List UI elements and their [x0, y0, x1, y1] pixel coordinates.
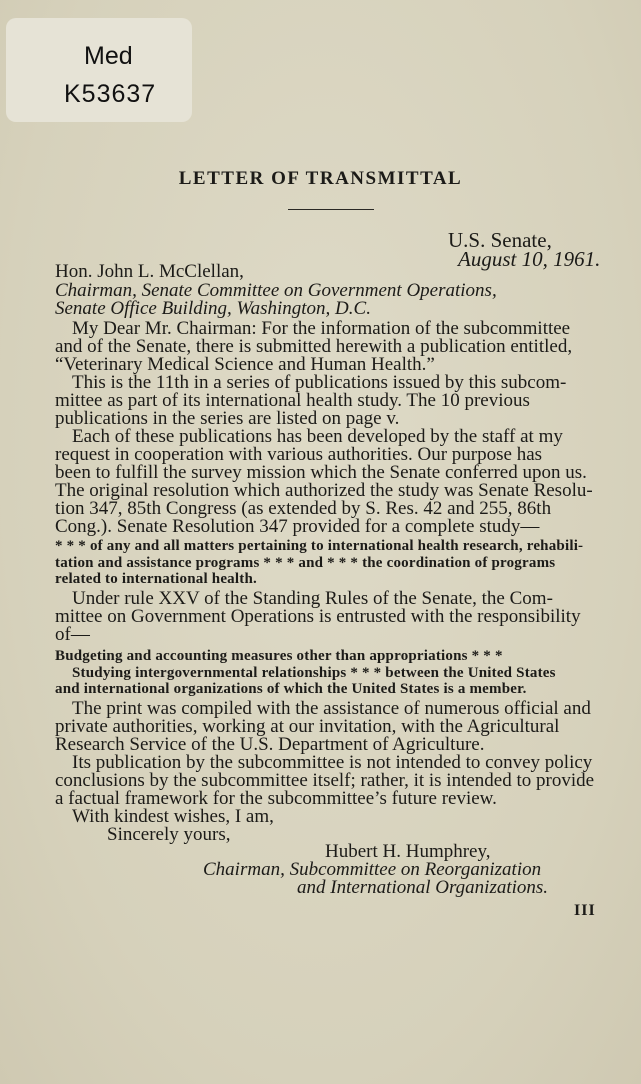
- body-line: This is the 11th in a series of publications issued by this subcom-: [72, 372, 567, 393]
- quoted-rule-line: Budgeting and accounting measures other than appropriations * * *: [55, 648, 503, 664]
- body-line: and of the Senate, there is submitted herewith a publication entitled,: [55, 336, 573, 357]
- quoted-rule-line: and international organizations of which the United States is a member.: [55, 681, 527, 697]
- body-line: Research Service of the U.S. Department of Agriculture.: [55, 734, 485, 755]
- body-line: The original resolution which authorized the study was Senate Resolu-: [55, 480, 593, 501]
- label-line-2: K53637: [64, 80, 157, 108]
- page-title: LETTER OF TRANSMITTAL: [178, 168, 463, 189]
- body-line: With kindest wishes, I am,: [72, 806, 274, 827]
- body-line: The print was compiled with the assistance of numerous official and: [72, 698, 591, 719]
- body-line: Its publication by the subcommittee is not intended to convey policy: [72, 752, 593, 773]
- sender-office: U.S. Senate,: [448, 228, 552, 252]
- body-line: private authorities, working at our invitation, with the Agricultural: [55, 716, 560, 737]
- body-line: publications in the series are listed on page v.: [55, 408, 400, 429]
- label-line-1: Med: [84, 42, 133, 70]
- body-line: a factual framework for the subcommittee’s future review.: [55, 788, 497, 809]
- letter-date: August 10, 1961.: [458, 247, 601, 271]
- body-line: mittee on Government Operations is entrusted with the responsibility: [55, 606, 581, 627]
- quoted-resolution-line: tation and assistance programs * * * and * * * the coordination of programs: [55, 555, 556, 571]
- page-number: III: [574, 902, 596, 919]
- body-line: been to fulfill the survey mission which the Senate conferred upon us.: [55, 462, 587, 483]
- body-line: My Dear Mr. Chairman: For the information of the subcommittee: [72, 318, 571, 339]
- body-line: tion 347, 85th Congress (as extended by S. Res. 42 and 255, 86th: [55, 498, 552, 519]
- body-line: Each of these publications has been developed by the staff at my: [72, 426, 563, 447]
- quoted-resolution-line: related to international health.: [55, 571, 257, 587]
- addressee-address: Senate Office Building, Washington, D.C.: [55, 298, 371, 319]
- body-line: Under rule XXV of the Standing Rules of the Senate, the Com-: [72, 588, 553, 609]
- body-line: of—: [55, 624, 90, 645]
- quoted-rule-line: Studying intergovernmental relationships * * * between the United States: [72, 665, 556, 681]
- addressee-name: Hon. John L. McClellan,: [55, 261, 244, 282]
- closing: Sincerely yours,: [107, 824, 231, 845]
- body-line: “Veterinary Medical Science and Human Health.”: [55, 354, 435, 375]
- addressee-title: Chairman, Senate Committee on Government Operations,: [55, 280, 497, 301]
- body-line: conclusions by the subcommittee itself; rather, it is intended to provide: [55, 770, 595, 791]
- quoted-resolution-line: * * * of any and all matters pertaining to international health research, rehabili-: [55, 538, 584, 554]
- title-divider: [288, 209, 374, 210]
- body-line: mittee as part of its international health study. The 10 previous: [55, 390, 530, 411]
- library-call-number-label: [6, 18, 192, 122]
- body-line: Cong.). Senate Resolution 347 provided for a complete study—: [55, 516, 540, 537]
- body-line: request in cooperation with various authorities. Our purpose has: [55, 444, 543, 465]
- signature-title: Chairman, Subcommittee on Reorganization: [203, 859, 542, 880]
- signature-title: and International Organizations.: [297, 877, 549, 898]
- signature-name: Hubert H. Humphrey,: [325, 841, 491, 862]
